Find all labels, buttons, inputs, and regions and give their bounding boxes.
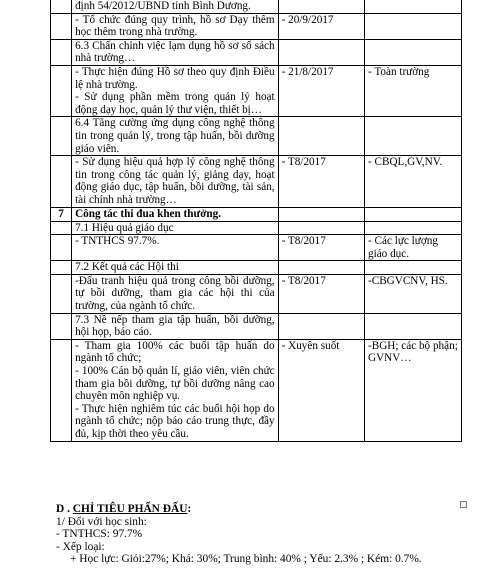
table-row (51, 313, 462, 339)
num-cell (51, 13, 72, 39)
content-line: - Thực hiện đúng Hồ sơ theo quy định Điều lệ nhà trường. (75, 65, 275, 91)
responsible-cell (365, 0, 462, 13)
num-cell (51, 0, 72, 13)
table-row (51, 13, 462, 39)
graduation-rate: - TNTHCS: 97.7% (56, 528, 143, 541)
content-cell: 7.2 Kết quả các Hội thi (72, 261, 279, 275)
content-cell: 6.4 Tăng cường ứng dụng công nghệ thông tin trong quản lý, trong tập huấn, bồi dưỡng giáo viên. (72, 117, 279, 156)
table-row (51, 261, 462, 275)
responsible-cell (365, 221, 462, 235)
num-cell (51, 261, 72, 275)
academic-performance: + Học lực: Giỏi:27%; Khá: 30%; Trung bình: 40% ; Yếu: 2.3% ; Kém: 0.7%. (70, 553, 422, 566)
time-cell: - T8/2017 (278, 156, 364, 207)
section-heading (56, 503, 476, 516)
table-row (51, 339, 462, 441)
num-cell (51, 65, 72, 116)
time-cell: - T8/2017 (278, 274, 364, 313)
time-cell: - T8/2017 (278, 235, 364, 261)
section-row (51, 207, 462, 221)
num-cell (51, 117, 72, 156)
table-row (51, 0, 462, 13)
responsible-cell (365, 207, 462, 221)
responsible-cell: - Toàn trường (365, 65, 462, 116)
targets-section (56, 503, 476, 566)
num-cell (51, 221, 72, 235)
heading-suffix: : (187, 503, 192, 515)
content-line: - Tham gia 100% các buổi tập huấn do ngành tổ chức; (75, 339, 275, 365)
content-cell: định 54/2012/UBND tỉnh Bình Dương. (72, 0, 279, 13)
content-cell (72, 339, 279, 441)
table-row (51, 117, 462, 156)
plan-table (50, 0, 462, 442)
table-row (51, 65, 462, 116)
content-line: - Thực hiện nghiêm túc các buổi hội họp do ngành tổ chức; nộp báo cáo trung thực, đầy đủ, kịp thời theo yêu cầu. (75, 402, 275, 440)
responsible-cell: - Các lực lượng giáo dục. (365, 235, 462, 261)
content-cell: - TNTHCS 97.7%. (72, 235, 279, 261)
content-cell: 7.3 Nề nếp tham gia tập huấn, bồi dưỡng, hội họp, báo cáo. (72, 313, 279, 339)
section-title: Công tác thi đua khen thưởng. (72, 207, 279, 221)
table-row (51, 39, 462, 65)
table-row (51, 274, 462, 313)
time-cell: - 21/8/2017 (278, 65, 364, 116)
time-cell (278, 207, 364, 221)
table-row (51, 156, 462, 207)
content-line: - 100% Cán bộ quản lí, giáo viên, viên chức tham gia bồi dưỡng, tự bồi dưỡng nâng cao chuyên môn nghiệp vụ. (75, 365, 275, 403)
table-row (51, 221, 462, 235)
num-cell (51, 39, 72, 65)
time-cell: - 20/9/2017 (278, 13, 364, 39)
time-cell (278, 39, 364, 65)
responsible-cell (365, 39, 462, 65)
student-heading: 1/ Đối với học sinh: (56, 515, 147, 528)
content-cell: 7.1 Hiệu quả giáo dục (72, 221, 279, 235)
content-cell: -Đấu tranh hiệu quả trong công bồi dưỡng, tự bồi dưỡng, tham gia các hội thi của trường, của ngành tổ chức. (72, 274, 279, 313)
responsible-cell: -BGH; các bộ phận; GVNV… (365, 339, 462, 441)
time-cell (278, 117, 364, 156)
content-cell: - Tổ chức đúng quy trình, hồ sơ Dạy thêm học thêm trong nhà trường. (72, 13, 279, 39)
responsible-cell (365, 117, 462, 156)
section-number: 7 (51, 207, 72, 221)
num-cell (51, 274, 72, 313)
heading-title: CHỈ TIÊU PHẤN ĐẤU (72, 503, 188, 515)
time-cell (278, 221, 364, 235)
time-cell: - Xuyên suốt (278, 339, 364, 441)
classification-heading: - Xếp loại: (56, 540, 105, 553)
responsible-cell (365, 261, 462, 275)
time-cell (278, 261, 364, 275)
responsible-cell: - CBQL,GV,NV. (365, 156, 462, 207)
time-cell (278, 0, 364, 13)
heading-prefix: D . (56, 503, 73, 515)
num-cell (51, 313, 72, 339)
responsible-cell (365, 13, 462, 39)
num-cell (51, 235, 72, 261)
table-row (51, 235, 462, 261)
responsible-cell (365, 313, 462, 339)
num-cell (51, 339, 72, 441)
num-cell (51, 156, 72, 207)
time-cell (278, 313, 364, 339)
content-cell: 6.3 Chấn chỉnh việc lạm dụng hồ sơ sổ sách nhà trường… (72, 39, 279, 65)
content-line: - Sử dụng phần mềm trong quản lý hoạt động dạy học, quản lý thư viện, thiết bị… (75, 91, 275, 116)
responsible-cell: -CBGVCNV, HS. (365, 274, 462, 313)
content-cell: - Sử dụng hiệu quả hợp lý công nghệ thông tin trong công tác quản lý, giảng dạy, hoạt động giáo dục, tập huấn, bồi dưỡng, tài sản, tài chính nhà trường… (72, 156, 279, 207)
content-cell (72, 65, 279, 116)
